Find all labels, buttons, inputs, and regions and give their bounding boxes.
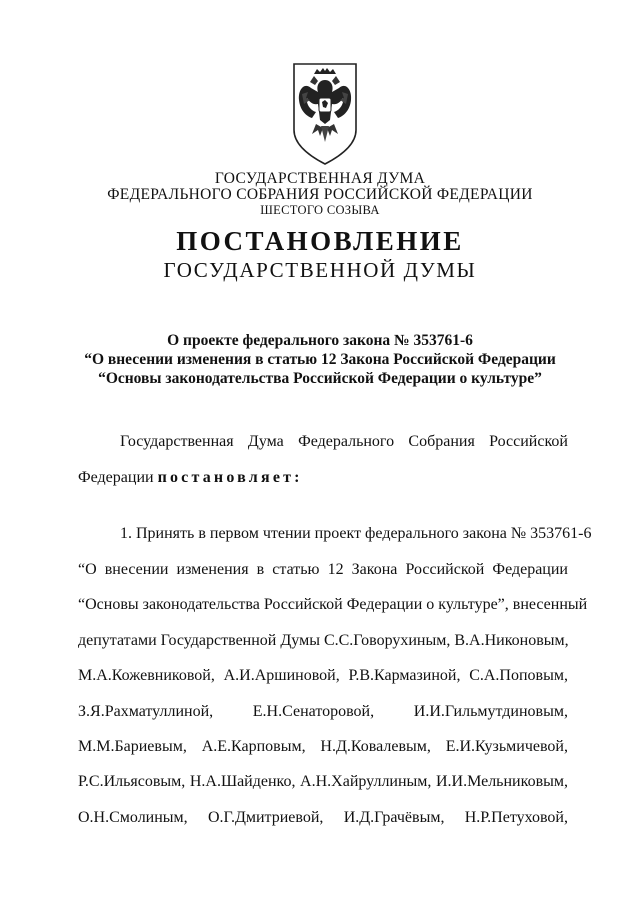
organization-line-2: ФЕДЕРАЛЬНОГО СОБРАНИЯ РОССИЙСКОЙ ФЕДЕРАЦИИ [107, 186, 533, 203]
deputy-name: Н.Р.Петуховой, [464, 809, 568, 826]
deputy-name: О.Г.Дмитриевой, [207, 809, 324, 826]
deputy-name: Н.Д.Ковалевым, [320, 738, 431, 755]
deputy-name: И.И.Мельниковым, [435, 773, 568, 790]
deputy-name: М.М.Бариевым, [78, 738, 187, 755]
deputy-name: А.И.Аршиновой, [223, 667, 340, 684]
coat-of-arms-emblem [288, 60, 362, 168]
deputy-name: Н.А.Шайденко, [189, 773, 296, 790]
deputy-name: А.Е.Карповым, [201, 738, 306, 755]
preamble-word: Федерального [298, 433, 395, 450]
deputy-name: Е.И.Кузьмичевой, [445, 738, 568, 755]
clause-1-line-3: “Основы законодательства Российской Федерации о культуре”, внесенный [78, 596, 588, 613]
deputy-name: И.Д.Грачёвым, [343, 809, 445, 826]
subject-line-1: О проекте федерального закона № 353761-6 [167, 332, 473, 349]
preamble-word: Российской [489, 433, 568, 450]
deputy-name: С.А.Поповым, [469, 667, 568, 684]
clause-1-line-2: “О внесении изменения в статью 12 Закона Российской Федерации [78, 561, 568, 578]
clause-1-line-6 [78, 703, 568, 721]
clause-1-line-7 [78, 738, 568, 756]
clause-1-line-1: 1. Принять в первом чтении проект федерального закона № 353761-6 [120, 525, 592, 542]
deputy-name: М.А.Кожевниковой, [78, 667, 215, 684]
preamble-word: Собрания [408, 433, 475, 450]
deputy-name: Е.Н.Сенаторовой, [252, 703, 375, 720]
deputy-name: Р.В.Кармазиной, [348, 667, 461, 684]
preamble-word: Государственная [120, 433, 234, 450]
deputy-name: Р.С.Ильясовым, [78, 773, 186, 790]
clause-1-line-5 [78, 667, 568, 685]
preamble-line-1 [120, 433, 568, 451]
preamble-prefix: Федерации [78, 469, 154, 486]
clause-1-line-9 [78, 809, 568, 827]
document-type-title: ПОСТАНОВЛЕНИЕ [176, 226, 464, 256]
preamble-line-2 [78, 469, 568, 487]
resolution-verb: постановляет: [157, 469, 303, 486]
preamble-word: Дума [247, 433, 284, 450]
clause-1-line-4: депутатами Государственной Думы С.С.Говорухиным, В.А.Никоновым, [78, 632, 569, 649]
deputy-name: З.Я.Рахматуллиной, [78, 703, 214, 720]
subject-line-3: “Основы законодательства Российской Федерации о культуре” [98, 370, 542, 387]
deputy-name: И.И.Гильмутдиновым, [413, 703, 568, 720]
deputy-name: О.Н.Смолиным, [78, 809, 188, 826]
convocation: ШЕСТОГО СОЗЫВА [260, 203, 380, 217]
deputy-name: А.Н.Хайруллиным, [300, 773, 432, 790]
document-subtitle: ГОСУДАРСТВЕННОЙ ДУМЫ [163, 258, 477, 282]
clause-1-line-8 [78, 773, 568, 791]
organization-line-1: ГОСУДАРСТВЕННАЯ ДУМА [214, 170, 426, 187]
subject-line-2: “О внесении изменения в статью 12 Закона Российской Федерации [84, 351, 556, 368]
